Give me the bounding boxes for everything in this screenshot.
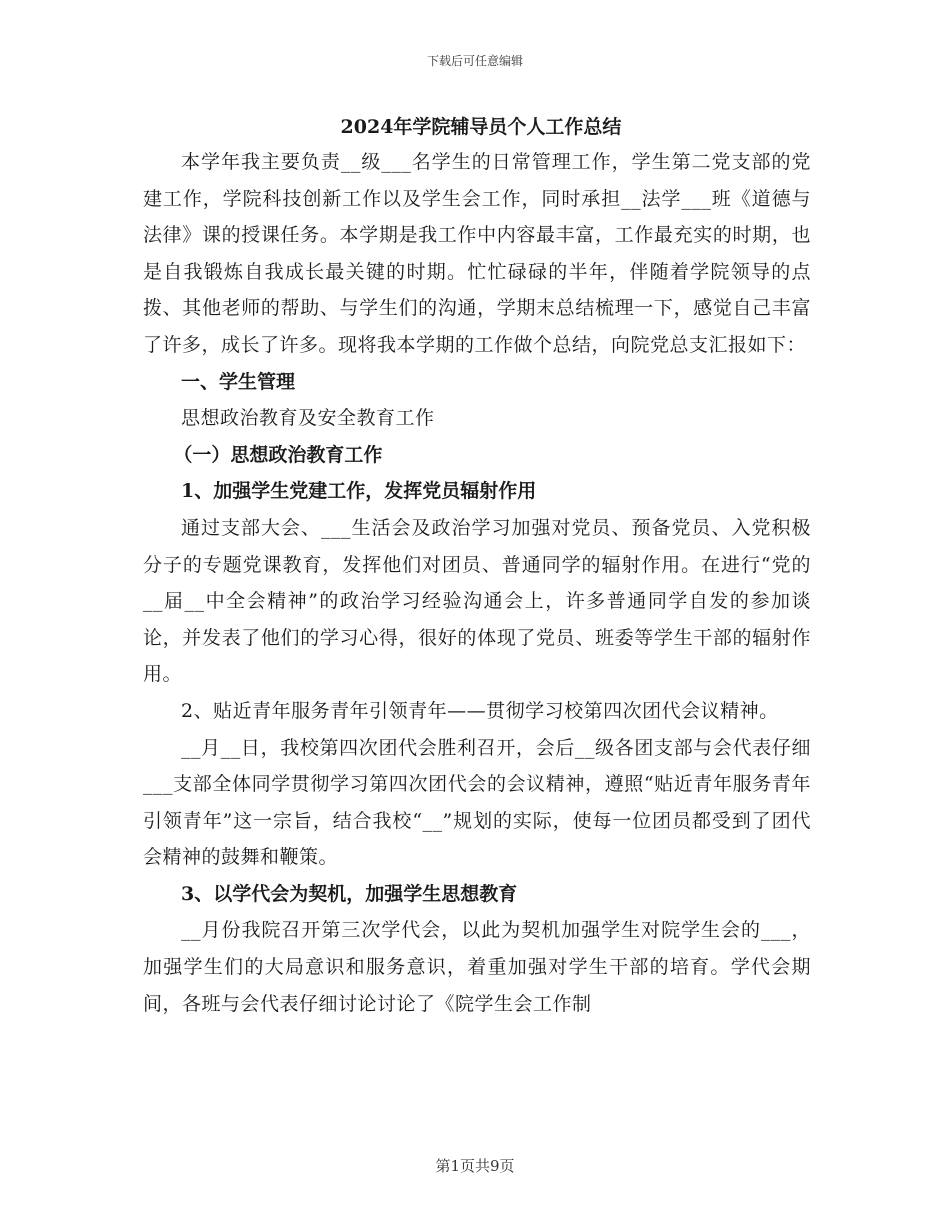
item-1-heading: 1、加强学生党建工作，发挥党员辐射作用 <box>181 480 537 503</box>
item-3-heading: 3、以学代会为契机，加强学生思想教育 <box>181 882 518 905</box>
section-heading-student-management: 一、学生管理 <box>181 370 296 393</box>
section-subheading: 思想政治教育及安全教育工作 <box>181 407 435 430</box>
document-body <box>143 110 811 1022</box>
item-2-paragraph: __月__日，我校第四次团代会胜利召开，会后__级各团支部与会代表仔细___支部全体同学贯彻学习第四次团代会的会议精神，遵照“贴近青年服务青年引领青年”这一宗旨，结合我校“__”规划的实际，使每一位团员都受到了团代会精神的鼓舞和鞭策。 <box>143 736 811 869</box>
intro-paragraph: 本学年我主要负责__级___名学生的日常管理工作，学生第二党支部的党建工作，学院科技创新工作以及学生会工作，同时承担__法学___班《道德与法律》课的授课任务。本学期是我工作中内容最丰富，工作最充实的时期，也是自我锻炼自我成长最关键的时期。忙忙碌碌的半年，伴随着学院领导的点拨、其他老师的帮助、与学生们的沟通，学期末总结梳理一下，感觉自己丰富了许多，成长了许多。现将我本学期的工作做个总结，向院党总支汇报如下： <box>143 151 811 356</box>
item-1-paragraph: 通过支部大会、___生活会及政治学习加强对党员、预备党员、入党积极分子的专题党课教育，发挥他们对团员、普通同学的辐射作用。在进行“党的__届__中全会精神”的政治学习经验沟通会上，许多普通同学自发的参加谈论，并发表了他们的学习心得，很好的体现了党员、班委等学生干部的辐射作用。 <box>143 516 811 686</box>
item-3-paragraph: __月份我院召开第三次学代会，以此为契机加强学生对院学生会的___，加强学生们的大局意识和服务意识，着重加强对学生干部的培育。学代会期间，各班与会代表仔细讨论讨论了《院学生会工作制 <box>143 919 811 1015</box>
item-2-heading: 2、贴近青年服务青年引领青年——贯彻学习校第四次团代会议精神。 <box>181 699 779 722</box>
page-number: 第1页共9页 <box>435 1157 515 1175</box>
page-header-note: 下载后可任意编辑 <box>426 54 523 68</box>
document-title: 2024年学院辅导员个人工作总结 <box>340 116 622 138</box>
subsection-heading: （一）思想政治教育工作 <box>173 443 383 466</box>
